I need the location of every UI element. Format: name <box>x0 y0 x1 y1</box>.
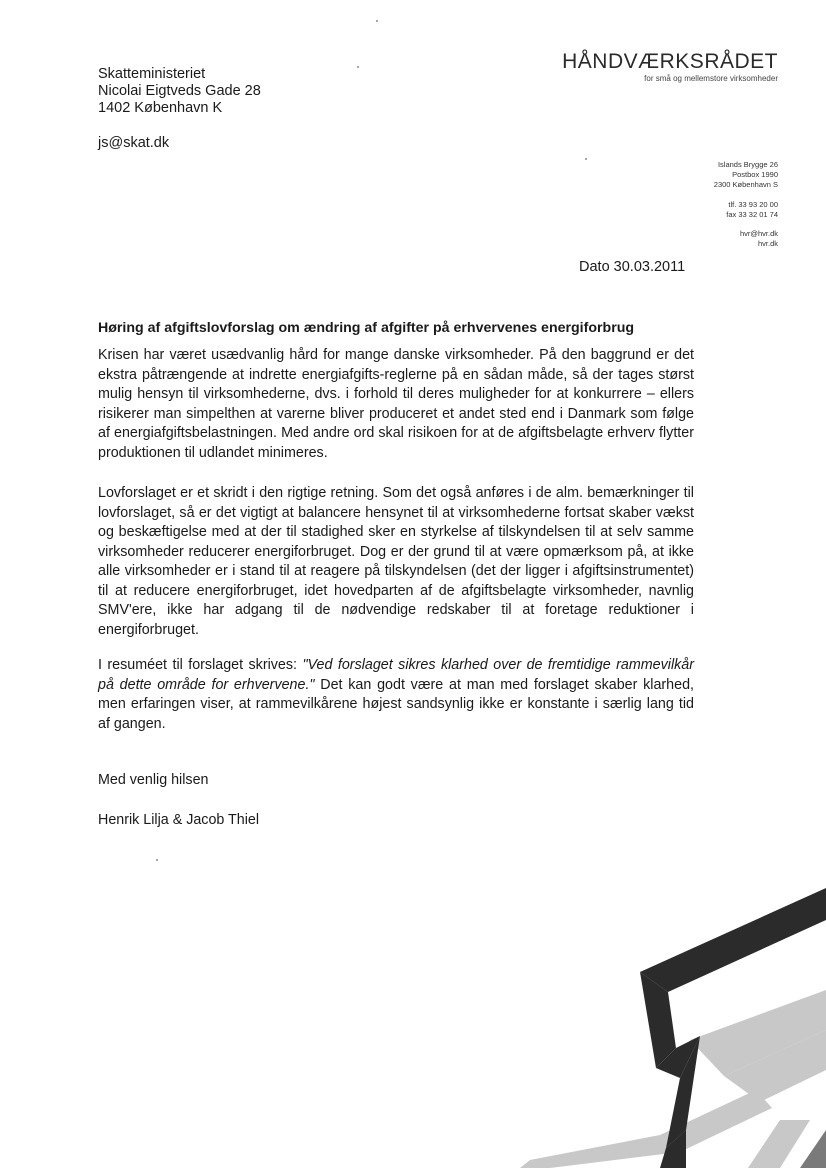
recipient-email[interactable]: js@skat.dk <box>98 135 170 151</box>
sender-contact <box>726 200 778 220</box>
org-tagline: for små og mellemstore virksomheder <box>644 74 778 83</box>
recipient-city: 1402 København K <box>98 100 223 116</box>
sender-email[interactable]: hvr@hvr.dk <box>739 229 778 238</box>
sender-address-line: Postbox 1990 <box>732 170 778 179</box>
letter-date: Dato 30.03.2011 <box>579 259 686 275</box>
closing-greeting: Med venlig hilsen <box>98 772 209 788</box>
paragraph-text: Det kan godt være at man med forslaget skaber klarhed, men erfaringen viser, at rammevilkårene højest sandsynlig ikke er konstante i særlig lang tid af gangen. <box>98 676 694 732</box>
sender-fax: fax 33 32 01 74 <box>726 210 778 219</box>
recipient-street: Nicolai Eigtveds Gade 28 <box>98 83 261 99</box>
scan-speck <box>357 66 359 68</box>
sender-web[interactable]: hvr.dk <box>757 239 778 248</box>
sender-address-line: 2300 København S <box>713 180 778 189</box>
scan-speck <box>585 158 587 160</box>
sender-phone: tlf. 33 93 20 00 <box>728 200 778 209</box>
body-paragraph <box>98 656 694 734</box>
sender-address <box>714 160 778 190</box>
body-paragraph: Krisen har været usædvanlig hård for mange danske virksomheder. På den baggrund er det ekstra påtrængende at indrette energiafgifts-reglerne på en sådan måde, så der tages størst mulig hensyn til virksomhederne, dvs. i forhold til deres muligheder for at konkurrere – ellers risikerer man simpelthen at varerne bliver produceret et andet sted end i Danmark som følge af energiafgiftsbelastningen. Med andre ord skal risikoen for at de afgiftsbelagte erhverv flytter produktionen til udlandet minimeres. <box>98 347 694 461</box>
paragraph-intro: I resuméet til forslaget skrives: <box>98 657 303 673</box>
letter-subject: Høring af afgiftslovforslag om ændring af afgifter på erhvervenes energiforbrug <box>98 320 635 336</box>
scan-speck <box>376 20 378 22</box>
recipient-address <box>98 66 261 117</box>
body-paragraph: Lovforslaget er et skridt i den rigtige retning. Som det også anføres i de alm. bemærkninger til lovforslaget, så er det vigtigt at balancere hensynet til at virksomhederne fortsat skaber vækst og beskæftigelse med at der til stadighed sker en styrkelse af tilskyndelsen til at selv samme virksomheder reducerer energiforbruget. Dog er der grund til at være opmærksom på, at ikke alle virksomheder er i stand til at reagere på tilskyndelsen (det der ligger i afgiftsinstrumentet) til at reducere energiforbruget, idet hovedparten af de afgiftsbelagte virksomheder, navnlig SMV'ere, ikke har adgang til de nødvendige redskaber til at foretage reduktioner i energiforbruget. <box>98 485 694 638</box>
org-logo-text: HÅNDVÆRKSRÅDET <box>562 50 778 73</box>
ribbon-graphic <box>510 880 826 1168</box>
ribbon-mid-band <box>800 1130 826 1168</box>
sender-address-line: Islands Brygge 26 <box>717 160 778 169</box>
signature-names: Henrik Lilja & Jacob Thiel <box>98 812 260 828</box>
scan-speck <box>156 859 158 861</box>
quoted-summary: "Ved forslaget sikres klarhed over de fremtidige rammevilkår på dette område for erhvervene." <box>98 657 694 693</box>
sender-online <box>740 229 778 249</box>
recipient-name: Skatteministeriet <box>98 66 206 82</box>
